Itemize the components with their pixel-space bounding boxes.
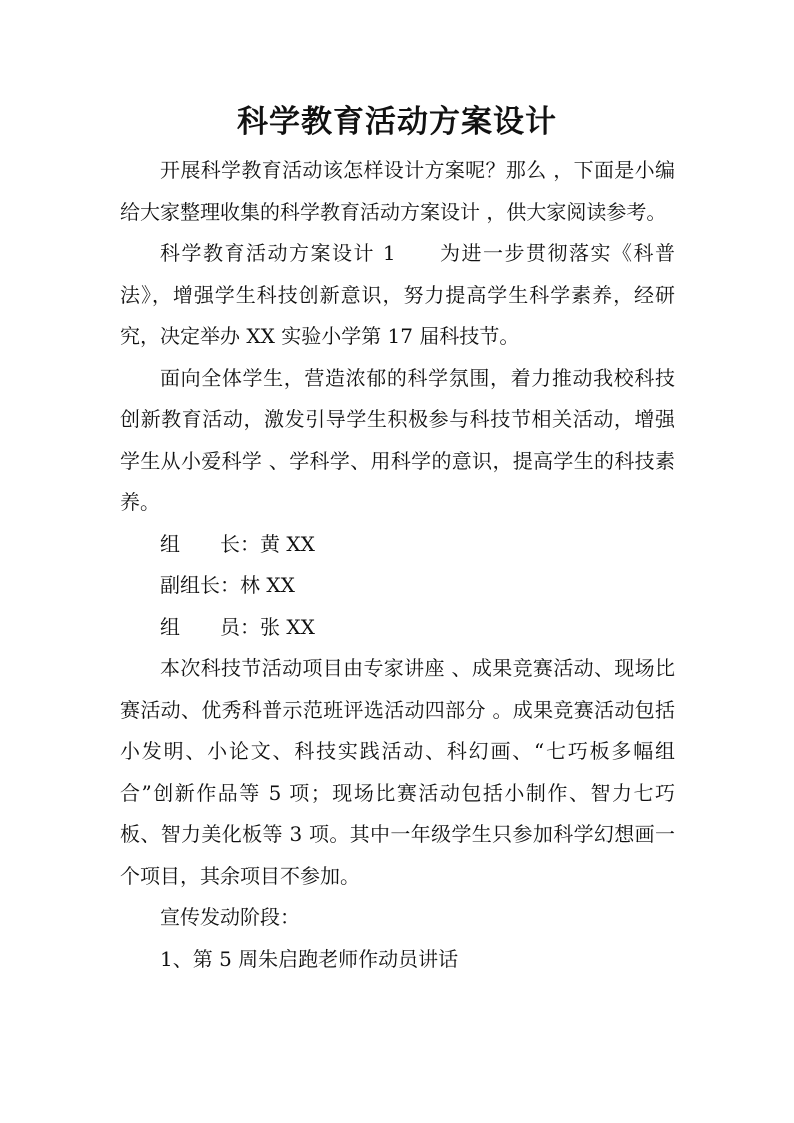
document-title: 科学教育活动方案设计 <box>237 104 557 140</box>
role-leader: 组 长：黄 XX <box>160 531 315 556</box>
document-body <box>120 150 675 980</box>
list-item: 1、第 5 周朱启跑老师作动员讲话 <box>160 946 459 971</box>
role-deputy-leader: 副组长：林 XX <box>160 573 295 597</box>
goal-paragraph: 面向全体学生，营造浓郁的科学氛围，着力推动我校科技创新教育活动，激发引导学生积极参与科技节相关活动，增强学生从小爱科学 、学科学、用科学的意识，提高学生的科技素养。 <box>120 365 675 514</box>
projects-paragraph: 本次科技节活动项目由专家讲座 、成果竞赛活动、现场比赛活动、优秀科普示范班评选活动四部分 。成果竞赛活动包括小发明、小论文、科技实践活动、科幻画、“七巧板多幅组合”创新作品等 5 项；现场比赛活动包括小制作、智力七巧板、智力美化板等 3 项。其中一年级学生只参加科学幻想画一个项目，其余项目不参加。 <box>120 656 675 888</box>
plan-paragraph: 科学教育活动方案设计 1 为进一步贯彻落实《科普法》，增强学生科技创新意识，努力提高学生科学素养，经研究，决定举办 XX 实验小学第 17 届科技节。 <box>120 241 675 348</box>
intro-paragraph: 开展科学教育活动该怎样设计方案呢？那么 ，下面是小编给大家整理收集的科学教育活动方案设计 ，供大家阅读参考。 <box>120 158 675 224</box>
section-heading: 宣传发动阶段： <box>160 905 300 929</box>
role-member: 组 员：张 XX <box>160 614 315 639</box>
